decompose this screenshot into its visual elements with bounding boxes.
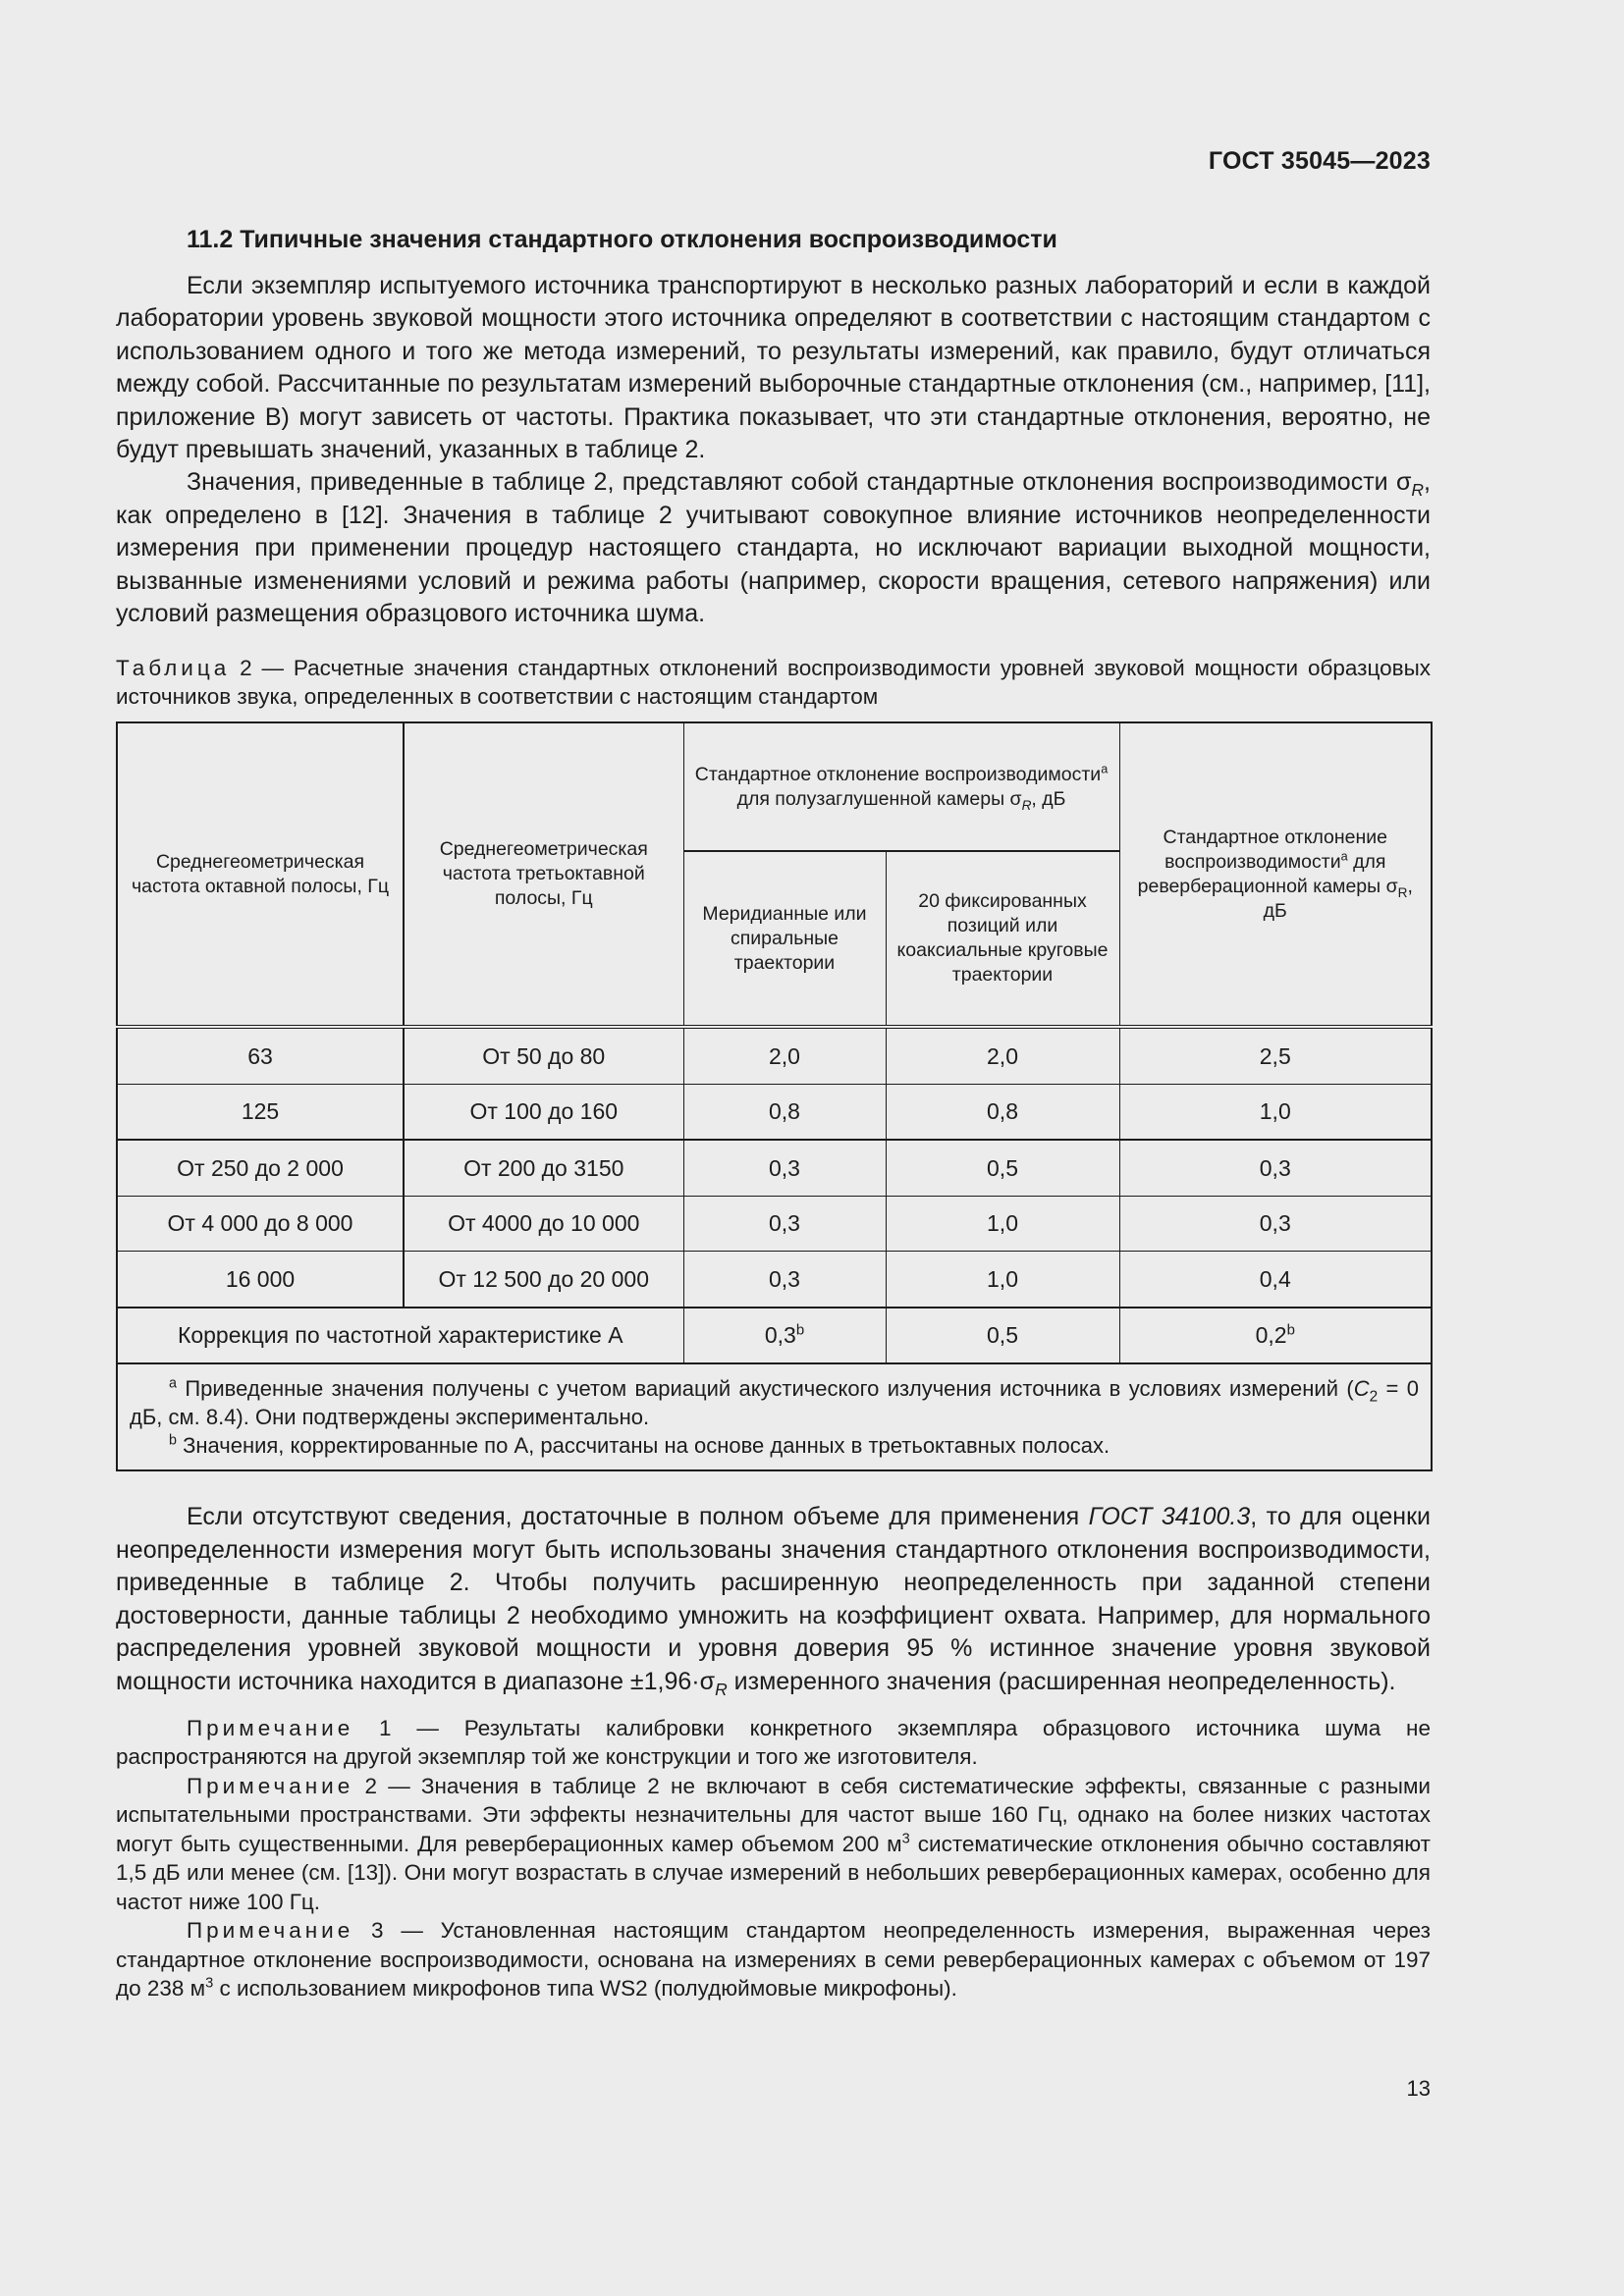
- table-cell: От 4000 до 10 000: [404, 1196, 683, 1252]
- subscript: R: [715, 1679, 728, 1699]
- paragraph-after-table: [116, 1501, 1431, 1697]
- header-reverberation: [1119, 722, 1432, 1027]
- footnote-mark: b: [169, 1433, 177, 1450]
- page-content: [116, 226, 1431, 2003]
- table-cell: 0,4: [1119, 1252, 1432, 1308]
- table-row: [117, 1140, 1432, 1196]
- paragraph-text: Если отсутствуют сведения, достаточные в полном объеме для применения: [187, 1503, 1089, 1531]
- footnote-b: [130, 1431, 1419, 1460]
- table-cell: 0,5: [886, 1140, 1119, 1196]
- caption-text: 2 — Расчетные значения стандартных отклонений воспроизводимости уровней звуковой мощности образцовых источников звука, определенных в соответствии с настоящим стандартом: [116, 656, 1431, 710]
- header-semi-anechoic: [683, 722, 1119, 851]
- table-cell: От 250 до 2 000: [117, 1140, 404, 1196]
- superscript: 3: [901, 1831, 910, 1847]
- table-cell: 125: [117, 1084, 404, 1140]
- footnote-a: [130, 1374, 1419, 1431]
- subscript: R: [1021, 797, 1032, 813]
- paragraph-text: Значения, приведенные в таблице 2, представляют собой стандартные отклонения воспроизводимости σ: [187, 468, 1412, 497]
- table-cell: [683, 1308, 886, 1364]
- table-cell: 0,3: [683, 1252, 886, 1308]
- footnote-mark: b: [795, 1321, 805, 1339]
- table-cell: [886, 1308, 1119, 1364]
- note-label: Примечание: [187, 1773, 354, 1798]
- table-cell: 16 000: [117, 1252, 404, 1308]
- footnote-text: = 0 дБ, см. 8.4). Они подтверждены экспериментально.: [130, 1376, 1420, 1430]
- table-footnotes: [117, 1363, 1432, 1470]
- note-3: [116, 1916, 1431, 2003]
- table-cell: 0,3: [683, 1196, 886, 1252]
- notes: [116, 1714, 1431, 2003]
- table-cell: 0,3: [1119, 1140, 1432, 1196]
- table-cell: 2,5: [1119, 1027, 1432, 1084]
- page-number: 13: [1406, 2076, 1431, 2101]
- table-row: [117, 1196, 1432, 1252]
- footnote-text: Значения, корректированные по А, рассчитаны на основе данных в третьоктавных полосах.: [176, 1433, 1110, 1459]
- section-title: 11.2 Типичные значения стандартного отклонения воспроизводимости: [187, 226, 1057, 253]
- note-label: Примечание: [187, 1918, 354, 1944]
- note-text: 3 — Установленная настоящим стандартом неопределенность измерения, выраженная через стандартное отклонение воспроизводимости, основана на измерениях в семи реверберационных камерах с объемом от 197 до 238 м: [116, 1918, 1431, 2002]
- caption-label: Таблица: [116, 656, 231, 681]
- paragraph: [116, 1501, 1431, 1697]
- table-cell: 0,3: [1119, 1196, 1432, 1252]
- cell-value: 0,5: [987, 1322, 1018, 1349]
- header-text: Стандартное отклонение воспроизводимости: [1163, 826, 1388, 873]
- table-cell: От 200 до 3150: [404, 1140, 683, 1196]
- paragraph-text: измеренного значения (расширенная неопределенность).: [727, 1667, 1396, 1695]
- header-text: для полузаглушенной камеры σ: [736, 787, 1022, 810]
- header-third-octave: Среднегеометрическая частота третьоктавной полосы, Гц: [404, 722, 683, 1027]
- footnote-mark: b: [1286, 1321, 1295, 1339]
- table-cell: [1119, 1308, 1432, 1364]
- note-text: 1 — Результаты калибровки конкретного экземпляра образцового источника шума не распространяются на другой экземпляр той же конструкции и того же изготовителя.: [116, 1715, 1431, 1770]
- table-cell: От 12 500 до 20 000: [404, 1252, 683, 1308]
- note-text: 2 — Значения в таблице 2 не включают в себя систематические эффекты, связанные с разными испытательными пространствами. Эти эффекты незначительны для частот выше 160 Гц, однако на более низких частотах могут быть существенными. Для реверберационных камер объемом 200 м: [116, 1773, 1431, 1856]
- superscript: a: [1101, 762, 1109, 776]
- table-caption: [116, 654, 1431, 711]
- header-text: , дБ: [1031, 787, 1066, 810]
- paragraph: [116, 466, 1431, 630]
- subscript: R: [1397, 884, 1408, 900]
- cell-value: 0,2: [1255, 1322, 1287, 1349]
- table-cell: От 50 до 80: [404, 1027, 683, 1084]
- table-cell: От 4 000 до 8 000: [117, 1196, 404, 1252]
- table-cell: 0,3: [683, 1140, 886, 1196]
- table-cell: 2,0: [683, 1027, 886, 1084]
- table-cell: 1,0: [886, 1196, 1119, 1252]
- table-cell: 1,0: [886, 1252, 1119, 1308]
- paragraph-text: , как определено в [12]. Значения в таблице 2 учитывают совокупное влияние источников неопределенности измерения при применении процедур настоящего стандарта, но исключают вариации выходной мощности, вызванные изменениями условий и режима работы (например, скорости вращения, сетевого напряжения) или условий размещения образцового источника шума.: [116, 468, 1431, 628]
- table-row: [117, 1084, 1432, 1140]
- header-text: Стандартное отклонение воспроизводимости: [694, 763, 1102, 785]
- table-cell: 63: [117, 1027, 404, 1084]
- footnotes-row: [117, 1363, 1432, 1470]
- table-cell: 2,0: [886, 1027, 1119, 1084]
- header-text: для реверберационной камеры σ: [1137, 850, 1398, 897]
- table-row: [117, 1027, 1432, 1084]
- footnote-symbol: C: [1353, 1376, 1370, 1402]
- footnote-mark: a: [169, 1376, 177, 1393]
- correction-label: Коррекция по частотной характеристике А: [117, 1308, 683, 1364]
- header-fixed-positions: 20 фиксированных позиций или коаксиальные круговые траектории: [886, 851, 1119, 1027]
- header-text: , дБ: [1263, 875, 1413, 922]
- subscript: 2: [1369, 1388, 1379, 1406]
- header-octave: Среднегеометрическая частота октавной полосы, Гц: [117, 722, 404, 1027]
- cell-value: 0,3: [764, 1322, 796, 1349]
- table-cell: От 100 до 160: [404, 1084, 683, 1140]
- superscript: 3: [205, 1975, 214, 1992]
- data-table: [116, 721, 1433, 1471]
- table-row: [117, 1252, 1432, 1308]
- note-1: [116, 1714, 1431, 1772]
- subscript: R: [1411, 480, 1425, 501]
- document-id: ГОСТ 35045—2023: [1208, 147, 1431, 175]
- superscript: a: [1340, 849, 1348, 864]
- header-meridian: Меридианные или спиральные траектории: [683, 851, 886, 1027]
- paragraph-text: , то для оценки неопределенности измерения могут быть использованы значения стандартного отклонения воспроизводимости, приведенные в таблице 2. Чтобы получить расширенную неопределенность при заданной степени достоверности, данные таблицы 2 необходимо умножить на коэффициент охвата. Например, для нормального распределения уровней звуковой мощности и уровня доверия 95 % истинное значение уровня звуковой мощности источника находится в диапазоне ±1,96·σ: [116, 1503, 1431, 1695]
- note-text: с использованием микрофонов типа WS2 (полудюймовые микрофоны).: [213, 1976, 957, 2002]
- note-2: [116, 1772, 1431, 1917]
- correction-row: [117, 1308, 1432, 1364]
- paragraph: Если экземпляр испытуемого источника транспортируют в несколько разных лабораторий и если в каждой лаборатории уровень звуковой мощности этого источника определяют в соответствии с настоящим стандартом с использованием одного и того же метода измерений, то результаты измерений, как правило, будут отличаться между собой. Рассчитанные по результатам измерений выборочные стандартные отклонения (см., например, [11], приложение В) могут зависеть от частоты. Практика показывает, что эти стандартные отклонения, вероятно, не будут превышать значений, указанных в таблице 2.: [116, 272, 1431, 464]
- note-text: систематические отклонения обычно составляют 1,5 дБ или менее (см. [13]). Они могут возрастать в случае измерений в небольших реверберационных камерах, особенно для частот ниже 100 Гц.: [116, 1831, 1431, 1914]
- footnote-text: Приведенные значения получены с учетом вариаций акустического излучения источника в условиях измерений (: [176, 1376, 1354, 1402]
- table-cell: 1,0: [1119, 1084, 1432, 1140]
- table-cell: 0,8: [683, 1084, 886, 1140]
- table-cell: 0,8: [886, 1084, 1119, 1140]
- standard-reference: ГОСТ 34100.3: [1088, 1503, 1251, 1531]
- note-label: Примечание: [187, 1715, 354, 1740]
